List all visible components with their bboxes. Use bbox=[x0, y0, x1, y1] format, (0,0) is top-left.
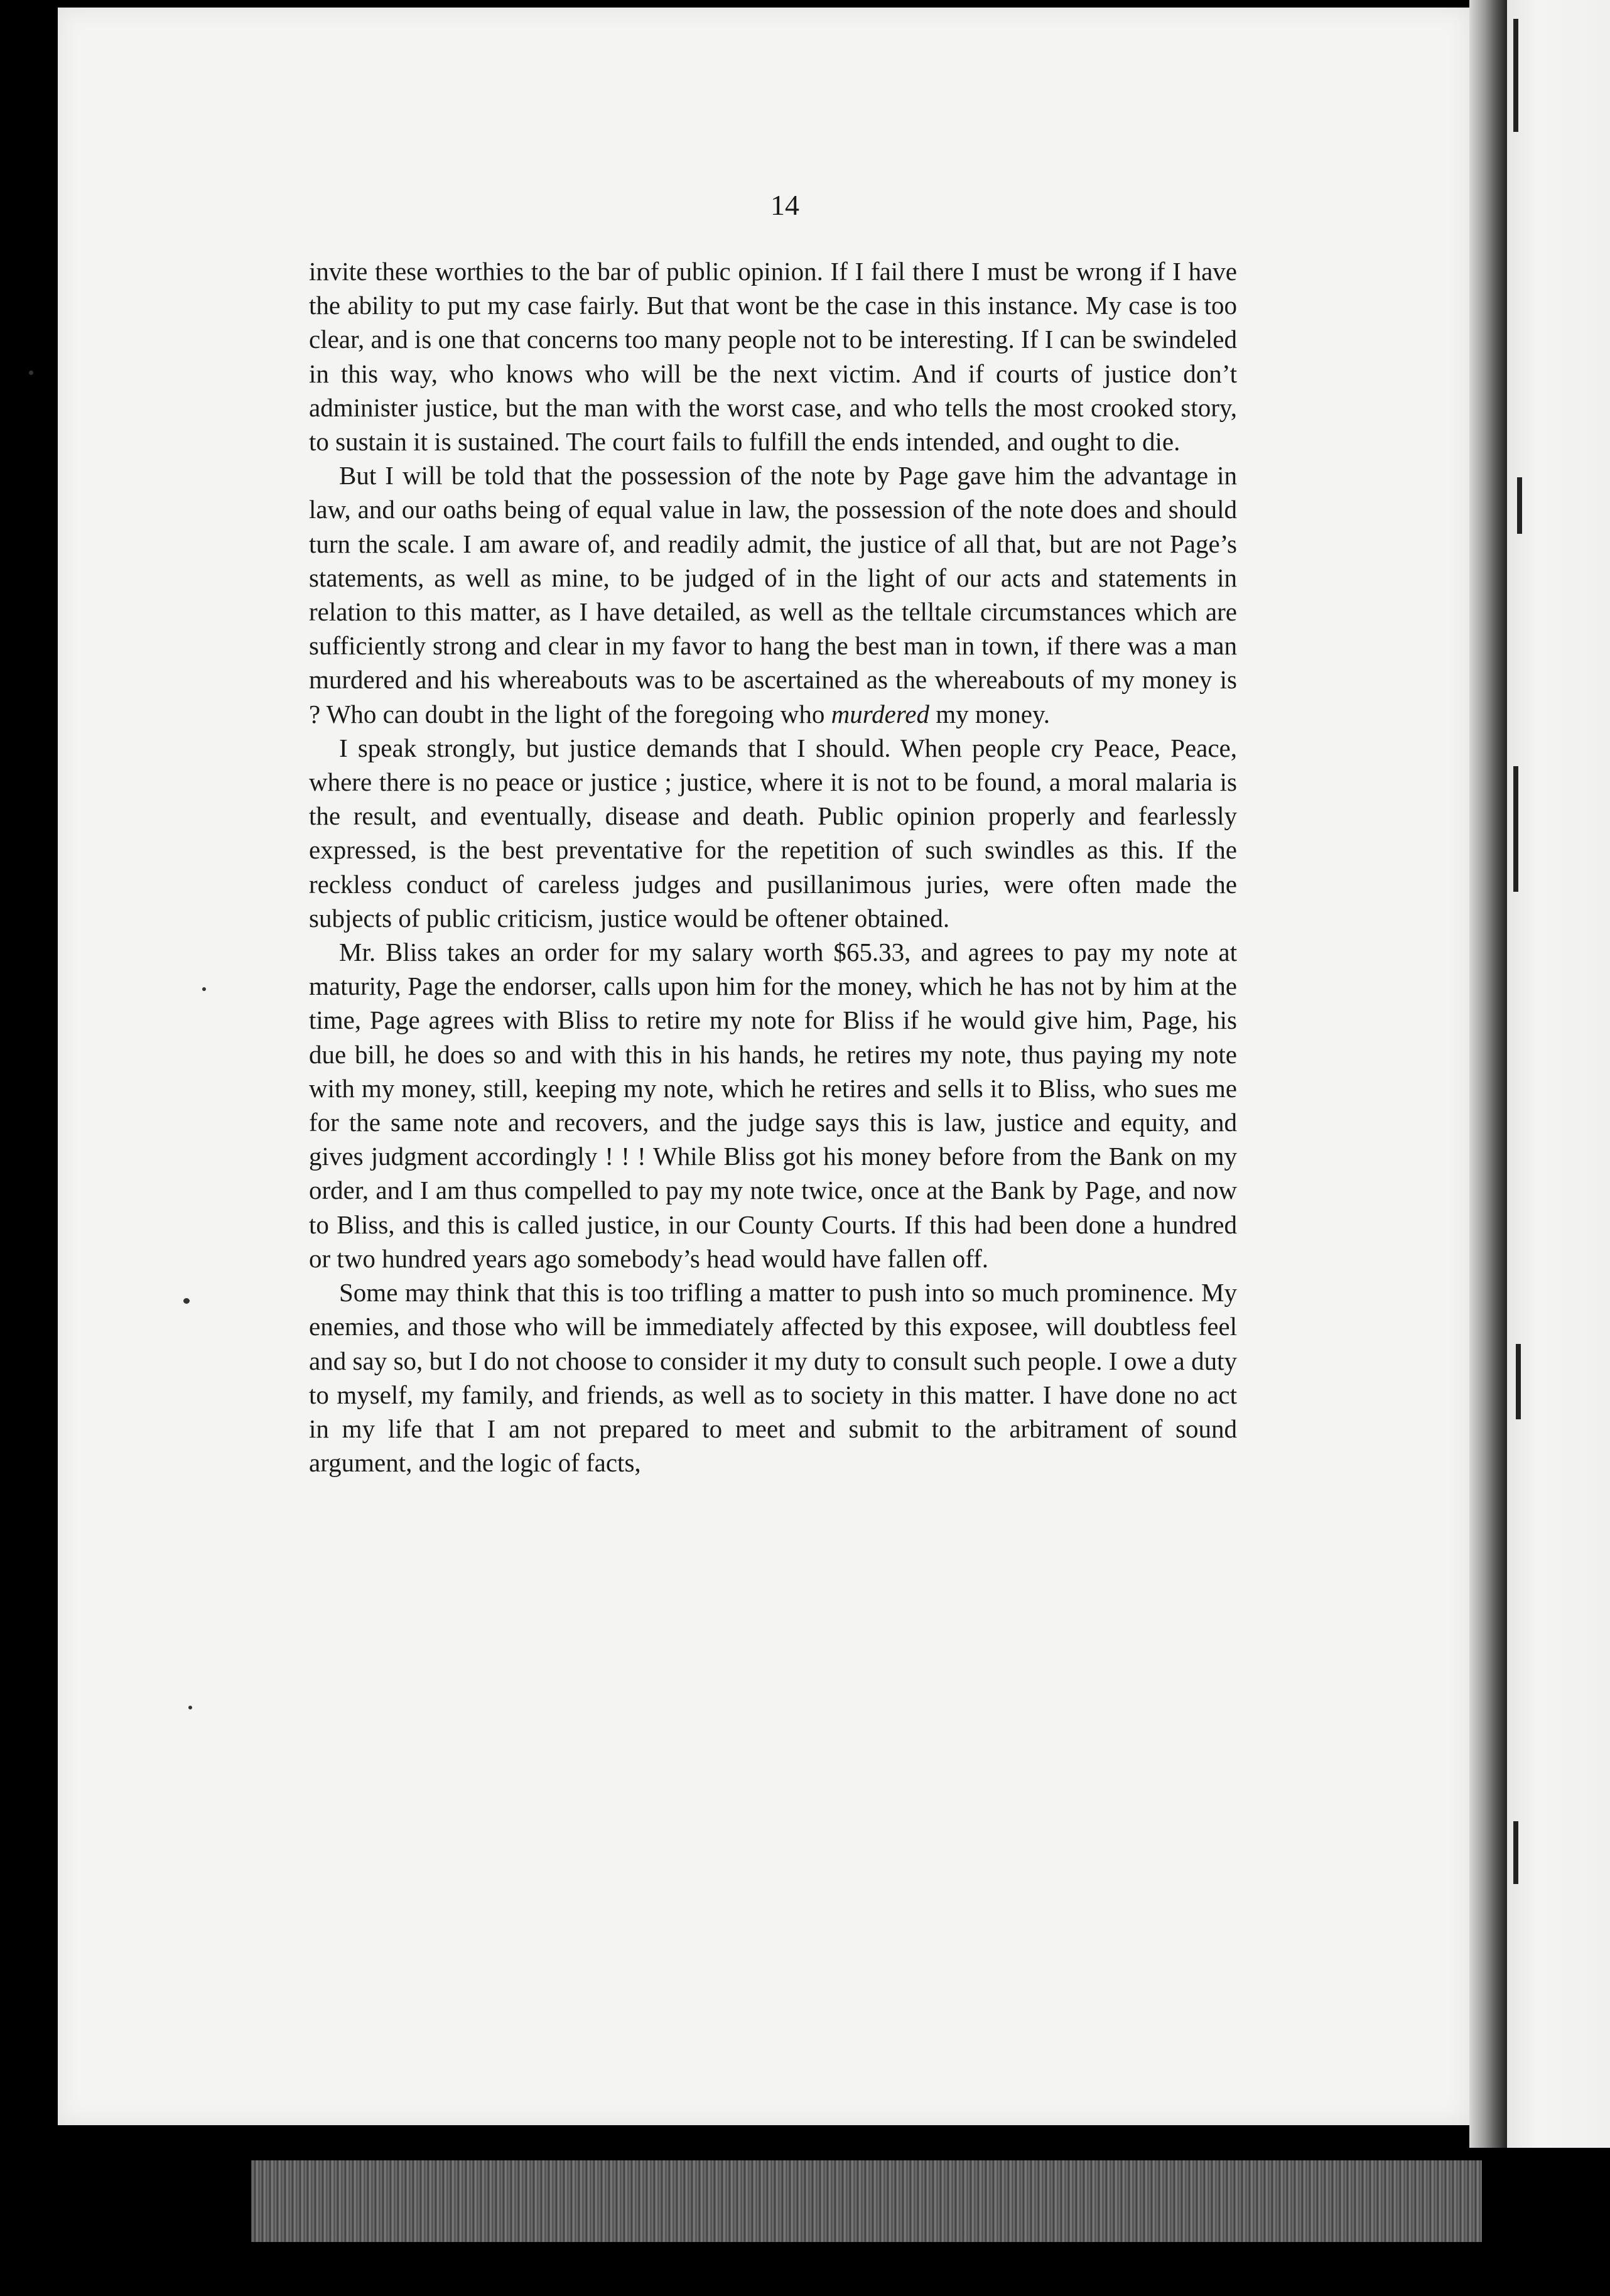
page-number: 14 bbox=[770, 189, 799, 221]
paragraph bbox=[309, 731, 1237, 935]
paragraph bbox=[309, 254, 1237, 458]
paragraph-text: invite these worthies to the bar of public opinion. If I fail there I must be wrong if I have the ability to put my case fairly. But that wont be the case in this instance. My case is too clear, and is one that concerns too many people not to be interesting. If I can be swindeled in this way, who knows who will be the next victim. And if courts of justice don’t administer justice, but the man with the worst case, and who tells the most crooked story, to sustain it is sustained. The court fails to fulfill the ends intended, and ought to die. bbox=[309, 257, 1237, 457]
paragraph bbox=[309, 458, 1237, 731]
paragraph-text: Mr. Bliss takes an order for my salary worth $65.33, and agrees to pay my note at maturity, Page the endorser, calls upon him for the money, which he has not by him at the time, Page agrees with Bliss to retire my note for Bliss if he would give him, Page, his due bill, he does so and with this in his hands, he retires my note, thus paying my note with my money, still, keeping my note, which he retires and sells it to Bliss, who sues me for the same note and recovers, and the judge says this is law, justice and equity, and gives judgment accordingly ! ! ! While Bliss got his money before from the Bank on my order, and I am thus compelled to pay my note twice, once at the Bank by Page, and now to Bliss, and this is called justice, in our County Courts. If this had been done a hundred or two hundred years ago somebody’s head would have fallen off. bbox=[309, 938, 1237, 1273]
page-edge bbox=[1469, 0, 1507, 2148]
paragraph-text: Some may think that this is too trifling a matter to push into so much prominence. My enemies, and those who will be immediately affected by this exposee, will doubtless feel and say so, but I do not choose to consider it my duty to consult such people. I owe a duty to myself, my family, and friends, as well as to society in this matter. I have done no act in my life that I am not prepared to meet and submit to the arbitrament of sound argument, and the logic of facts, bbox=[309, 1278, 1237, 1478]
scan-bottom-strip bbox=[251, 2160, 1482, 2242]
paragraph-text: my money. bbox=[929, 699, 1051, 728]
paragraph-text: But I will be told that the possession of the note by Page gave him the advantage in law, and our oaths being of equal value in law, the possession of the note does and should turn the scale. I am aware of, and readily admit, the justice of all that, but are not Page’s statements, as well as mine, to be judged of in the light of our acts and statements in relation to this matter, as I have detailed, as well as the telltale circumstances which are sufficiently strong and clear in my favor to hang the best man in town, if there was a man murdered and his whereabouts was to be ascertained as the whereabouts of my money is ? Who can doubt in the light of the foregoing who bbox=[309, 461, 1237, 728]
body-text bbox=[309, 254, 1237, 1480]
paragraph bbox=[309, 1275, 1237, 1480]
paragraph-text: I speak strongly, but justice demands that I should. When people cry Peace, Peace, where there is no peace or justice ; justice, where it is not to be found, a moral malaria is the result, and eventually, disease and death. Public opinion properly and fearlessly expressed, is the best preventative for the repetition of such swindles as this. If the reckless conduct of careless judges and pusillanimous juries, were often made the subjects of public criticism, justice would be oftener obtained. bbox=[309, 733, 1237, 933]
facing-page bbox=[1507, 0, 1610, 2148]
paragraph bbox=[309, 935, 1237, 1275]
italic-text: murdered bbox=[831, 699, 929, 728]
